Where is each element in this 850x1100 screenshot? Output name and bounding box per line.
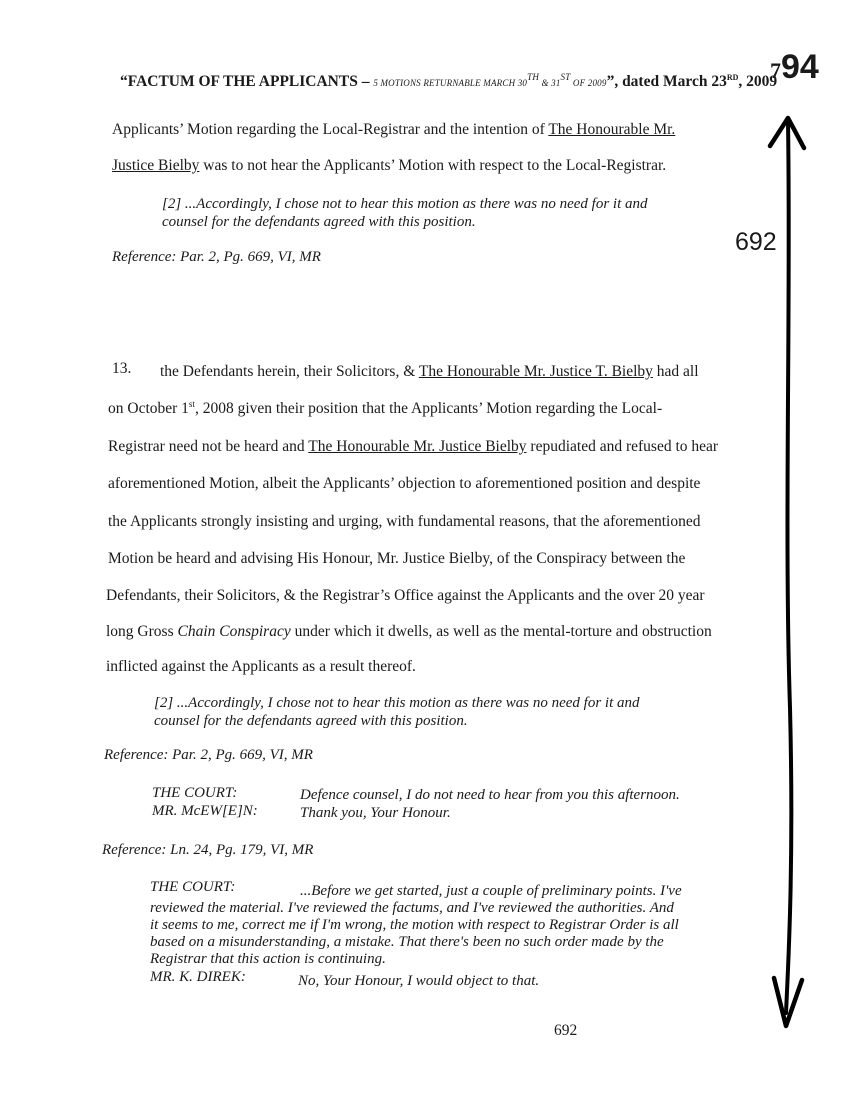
para-13-line-3-b: repudiated and refused to hear — [526, 438, 719, 455]
para-13-line-8-a: long Gross — [106, 623, 178, 640]
dialogue-2-line-2: reviewed the material. I've reviewed the factums, and I've reviewed the authorities. And — [150, 900, 674, 916]
para-13-line-5: the Applicants strongly insisting and urging, with fundamental reasons, that the aforementioned — [108, 513, 701, 530]
para-13-line-8-b: under which it dwells, as well as the mental-torture and obstruction — [290, 623, 712, 640]
top-para-line-1-underlined: The Honourable Mr. — [548, 121, 676, 138]
dialogue-2-line-1: ...Before we get started, just a couple of preliminary points. I've — [300, 883, 682, 899]
para-13-line-2-a: on October 1 — [108, 400, 189, 418]
para-13-line-7: Defendants, their Solicitors, & the Registrar’s Office against the Applicants and the over 20 year — [106, 587, 705, 604]
side-page-number: 692 — [735, 228, 777, 256]
quote-2-line-1: [2] ...Accordingly, I chose not to hear this motion as there was no need for it and — [154, 695, 640, 711]
reference-3: Reference: Ln. 24, Pg. 179, VI, MR — [102, 842, 314, 858]
top-para-line-2-underlined: Justice Bielby — [112, 157, 200, 174]
dialogue-2-line-3: it seems to me, correct me if I'm wrong, the motion with respect to Registrar Order is all — [150, 917, 679, 933]
page-stamp-big: 94 — [781, 48, 819, 86]
para-13-line-9: inflicted against the Applicants as a result thereof. — [106, 658, 416, 675]
para-13-line-2-sup: st — [188, 399, 195, 409]
para-13-line-1-underlined: The Honourable Mr. Justice T. Bielby — [418, 363, 653, 380]
para-13-line-3-a: Registrar need not be heard and — [108, 438, 309, 455]
top-para-line-2 — [112, 157, 666, 175]
dialogue-2-speaker-1: THE COURT: — [150, 879, 236, 895]
header-sup-3: RD — [726, 73, 739, 82]
reference-1: Reference: Par. 2, Pg. 669, VI, MR — [112, 249, 321, 265]
para-13-line-3-underlined: The Honourable Mr. Justice Bielby — [308, 438, 527, 455]
top-para-line-1-a: Applicants’ Motion regarding the Local-Registrar and the intention of — [112, 121, 549, 138]
page-stamp-prefix: 7 — [770, 58, 781, 83]
para-13-line-6: Motion be heard and advising His Honour, Mr. Justice Bielby, of the Conspiracy between the — [108, 550, 686, 567]
para-13-number: 13. — [112, 360, 132, 377]
para-13-line-8-italic: Chain Conspiracy — [177, 623, 291, 640]
dialogue-1-speaker-1: THE COURT: — [152, 785, 238, 801]
para-13-line-1-a: the Defendants herein, their Solicitors, & — [160, 363, 419, 380]
quote-1-line-2: counsel for the defendants agreed with this position. — [162, 214, 476, 230]
header-sup-1: TH — [527, 72, 540, 82]
reference-2: Reference: Par. 2, Pg. 669, VI, MR — [104, 747, 313, 763]
dialogue-1-speaker-2: MR. McEW[E]N: — [152, 803, 258, 819]
para-13-line-8 — [106, 623, 712, 641]
header-sup-2: ST — [560, 72, 571, 82]
header-title-suffix: ”, dated March 23 — [606, 73, 727, 91]
quote-2-line-2: counsel for the defendants agreed with this position. — [154, 713, 468, 729]
dialogue-2-line-4: based on a misunderstanding, a mistake. That there's been no such order made by the — [150, 934, 664, 950]
header-small-3: OF 2009 — [570, 78, 607, 89]
dialogue-1-text-2: Thank you, Your Honour. — [300, 805, 451, 821]
dialogue-2-line-6: No, Your Honour, I would object to that. — [298, 973, 540, 989]
para-13-line-3 — [108, 438, 718, 456]
quote-1-line-1: [2] ...Accordingly, I chose not to hear this motion as there was no need for it and — [162, 196, 648, 212]
dialogue-1-text-1: Defence counsel, I do not need to hear from you this afternoon. — [300, 787, 680, 803]
para-13-line-1 — [160, 363, 699, 381]
para-13-line-4: aforementioned Motion, albeit the Applicants’ objection to aforementioned position and despite — [108, 475, 701, 492]
para-13-line-1-b: had all — [652, 363, 699, 380]
document-header — [120, 72, 777, 91]
header-title-end: , 2009 — [738, 73, 778, 91]
dialogue-2-speaker-2: MR. K. DIREK: — [150, 969, 246, 985]
top-para-line-1 — [112, 121, 675, 139]
top-para-line-2-b: was to not hear the Applicants’ Motion with respect to the Local-Registrar. — [199, 157, 667, 174]
footer-page-number: 692 — [554, 1022, 578, 1039]
header-title-prefix: “FACTUM OF THE APPLICANTS – — [120, 73, 374, 91]
header-small-1: 5 MOTIONS RETURNABLE MARCH 30 — [373, 78, 528, 89]
dialogue-2-line-5: Registrar that this action is continuing. — [150, 951, 386, 967]
header-small-2: & 31 — [539, 78, 561, 89]
page-stamp — [770, 48, 819, 87]
para-13-line-2-b: , 2008 given their position that the Applicants’ Motion regarding the Local- — [194, 400, 663, 418]
para-13-line-2 — [108, 399, 662, 418]
double-arrow-icon — [760, 108, 810, 1038]
